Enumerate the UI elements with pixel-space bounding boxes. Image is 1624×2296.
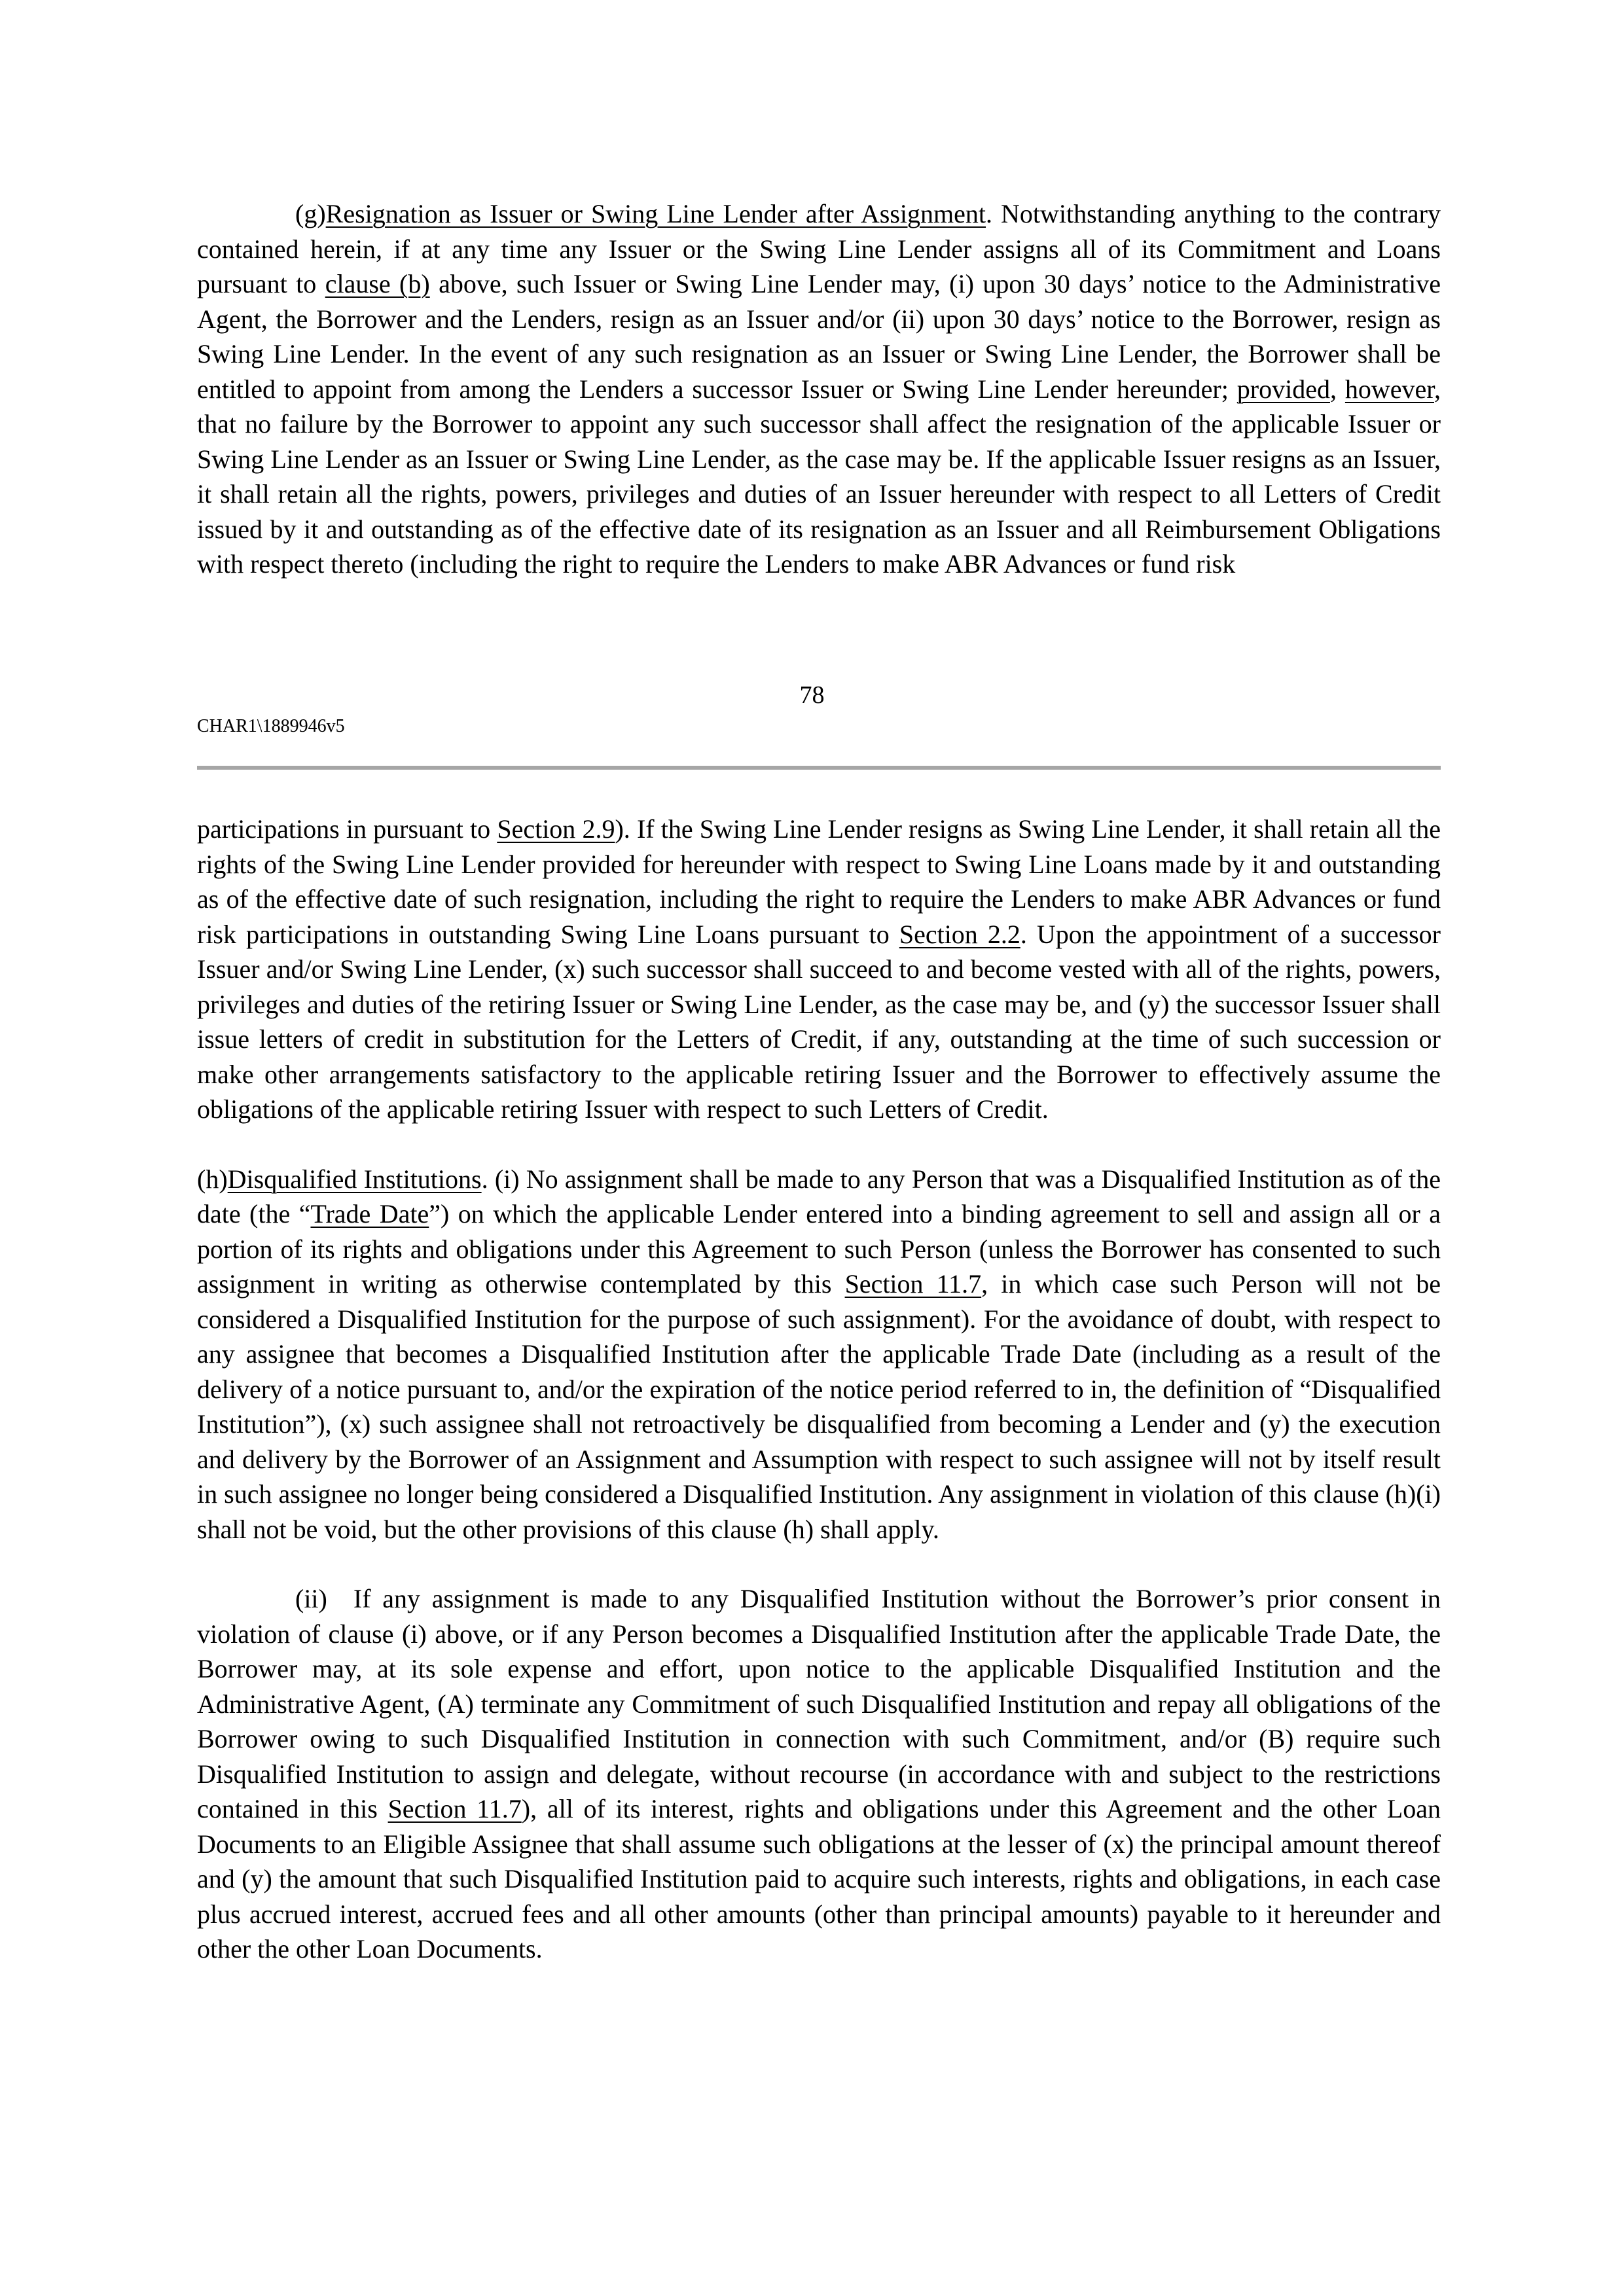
paragraph-text: (ii) If any assignment is made to any Disqualified Institution without the Borrower’s prior consent in violation of clause (i) above, or if any Person becomes a Disqualified Institution after the applicable Trade Date, the Borrower may, at its sole expense and effort, upon notice to the applicable Disqualified Institution and the Administrative Agent, (A) terminate any Commitment of such Disqualified Institution and repay all obligations of the Borrower owing to such Disqualified Institution in connection with such Commitment, and/or (B) require such Disqualified Institution to assign and delegate, without recourse (in accordance with and subject to the restrictions contained in this (197, 1584, 1441, 1823)
page1-body (197, 196, 1441, 582)
defined-term: however (1344, 374, 1435, 404)
cross-reference: Section 11.7 (388, 1794, 522, 1823)
section-heading: Disqualified Institutions (227, 1164, 482, 1194)
paragraph-text: , that no failure by the Borrower to appoint any such successor shall affect the resignation of the applicable Issuer or Swing Line Lender as an Issuer or Swing Line Lender, as the case may be. If the applicable Issuer resigns as an Issuer, it shall retain all the rights, powers, privileges and duties of an Issuer hereunder with respect to all Letters of Credit issued by it and outstanding as of the effective date of its resignation as an Issuer and all Reimbursement Obligations with respect thereto (including the right to require the Lenders to make ABR Advances or fund risk (197, 374, 1441, 579)
cross-reference: Section 2.9 (497, 814, 615, 844)
defined-term: provided (1236, 374, 1330, 404)
paragraph-text: ”) on which the applicable Lender entered into a binding agreement to sell and assign all or a portion of its rights and obligations under this Agreement to such Person (unless the Borrower has consented to such assignment in writing as otherwise contemplated by this (197, 1199, 1441, 1299)
paragraph-h-ii (197, 1581, 1441, 1967)
paragraph-text: . Upon the appointment of a successor Issuer and/or Swing Line Lender, (x) such successor shall succeed to and become vested with all of the rights, powers, privileges and duties of the retiring Issuer or Swing Line Lender, as the case may be, and (y) the successor Issuer shall issue letters of credit in substitution for the Letters of Credit, if any, outstanding at the time of such succession or make other arrangements satisfactory to the applicable retiring Issuer and the Borrower to effectively assume the obligations of the applicable retiring Issuer with respect to such Letters of Credit. (197, 919, 1441, 1124)
paragraph-text: participations in pursuant to (197, 814, 497, 844)
page2-body (197, 812, 1441, 1967)
section-heading: Resignation as Issuer or Swing Line Lender after Assignment (325, 199, 986, 228)
paragraph-text: ), all of its interest, rights and obligations under this Agreement and the other Loan Documents to an Eligible Assignee that shall assume such obligations at the lesser of (x) the principal amount thereof and (y) the amount that such Disqualified Institution paid to acquire such interests, rights and obligations, in each case plus accrued interest, accrued fees and all other amounts (other than principal amounts) payable to it hereunder and other the other Loan Documents. (197, 1794, 1441, 1964)
paragraph-h (197, 1162, 1441, 1547)
document-id: CHAR1\1889946v5 (197, 716, 345, 736)
paragraph-text: . Notwithstanding anything to the contrary contained herein, if at any time any Issuer or the Swing Line Lender assigns all of its Commitment and Loans pursuant to (197, 199, 1441, 298)
clause-label: (h) (197, 1164, 228, 1194)
page-number: 78 (799, 681, 825, 709)
cross-reference: Section 2.2 (899, 919, 1020, 949)
page-separator (197, 766, 1441, 770)
paragraph-g (197, 196, 1441, 582)
clause-label: (g) (295, 199, 326, 228)
paragraph-text: above, such Issuer or Swing Line Lender may, (i) upon 30 days’ notice to the Administrative Agent, the Borrower and the Lenders, resign as an Issuer and/or (ii) upon 30 days’ notice to the Borrower, resign as Swing Line Lender. In the event of any such resignation as an Issuer or Swing Line Lender, the Borrower shall be entitled to appoint from among the Lenders a successor Issuer or Swing Line Lender hereunder; (197, 269, 1441, 404)
cross-reference: Section 11.7 (844, 1269, 982, 1299)
defined-term: Trade Date (310, 1199, 429, 1229)
paragraph-text: ). If the Swing Line Lender resigns as Swing Line Lender, it shall retain all the rights of the Swing Line Lender provided for hereunder with respect to Swing Line Loans made by it and outstanding as of the effective date of such resignation, including the right to require the Lenders to make ABR Advances or fund risk participations in outstanding Swing Line Loans pursuant to (197, 814, 1441, 949)
paragraph-text: . (i) No assignment shall be made to any Person that was a Disqualified Institution as of the date (the “ (197, 1164, 1441, 1229)
paragraph-text: , in which case such Person will not be considered a Disqualified Institution for the purpose of such assignment). For the avoidance of doubt, with respect to any assignee that becomes a Disqualified Institution after the applicable Trade Date (including as a result of the delivery of a notice pursuant to, and/or the expiration of the notice period referred to in, the definition of “Disqualified Institution”), (x) such assignee shall not retroactively be disqualified from becoming a Lender and (y) the execution and delivery by the Borrower of an Assignment and Assumption with respect to such assignee will not by itself result in such assignee no longer being considered a Disqualified Institution. Any assignment in violation of this clause (h)(i) shall not be void, but the other provisions of this clause (h) shall apply. (197, 1269, 1441, 1544)
paragraph-text: , (1329, 374, 1345, 404)
paragraph-continuation (197, 812, 1441, 1127)
cross-reference: clause (b) (325, 269, 430, 298)
